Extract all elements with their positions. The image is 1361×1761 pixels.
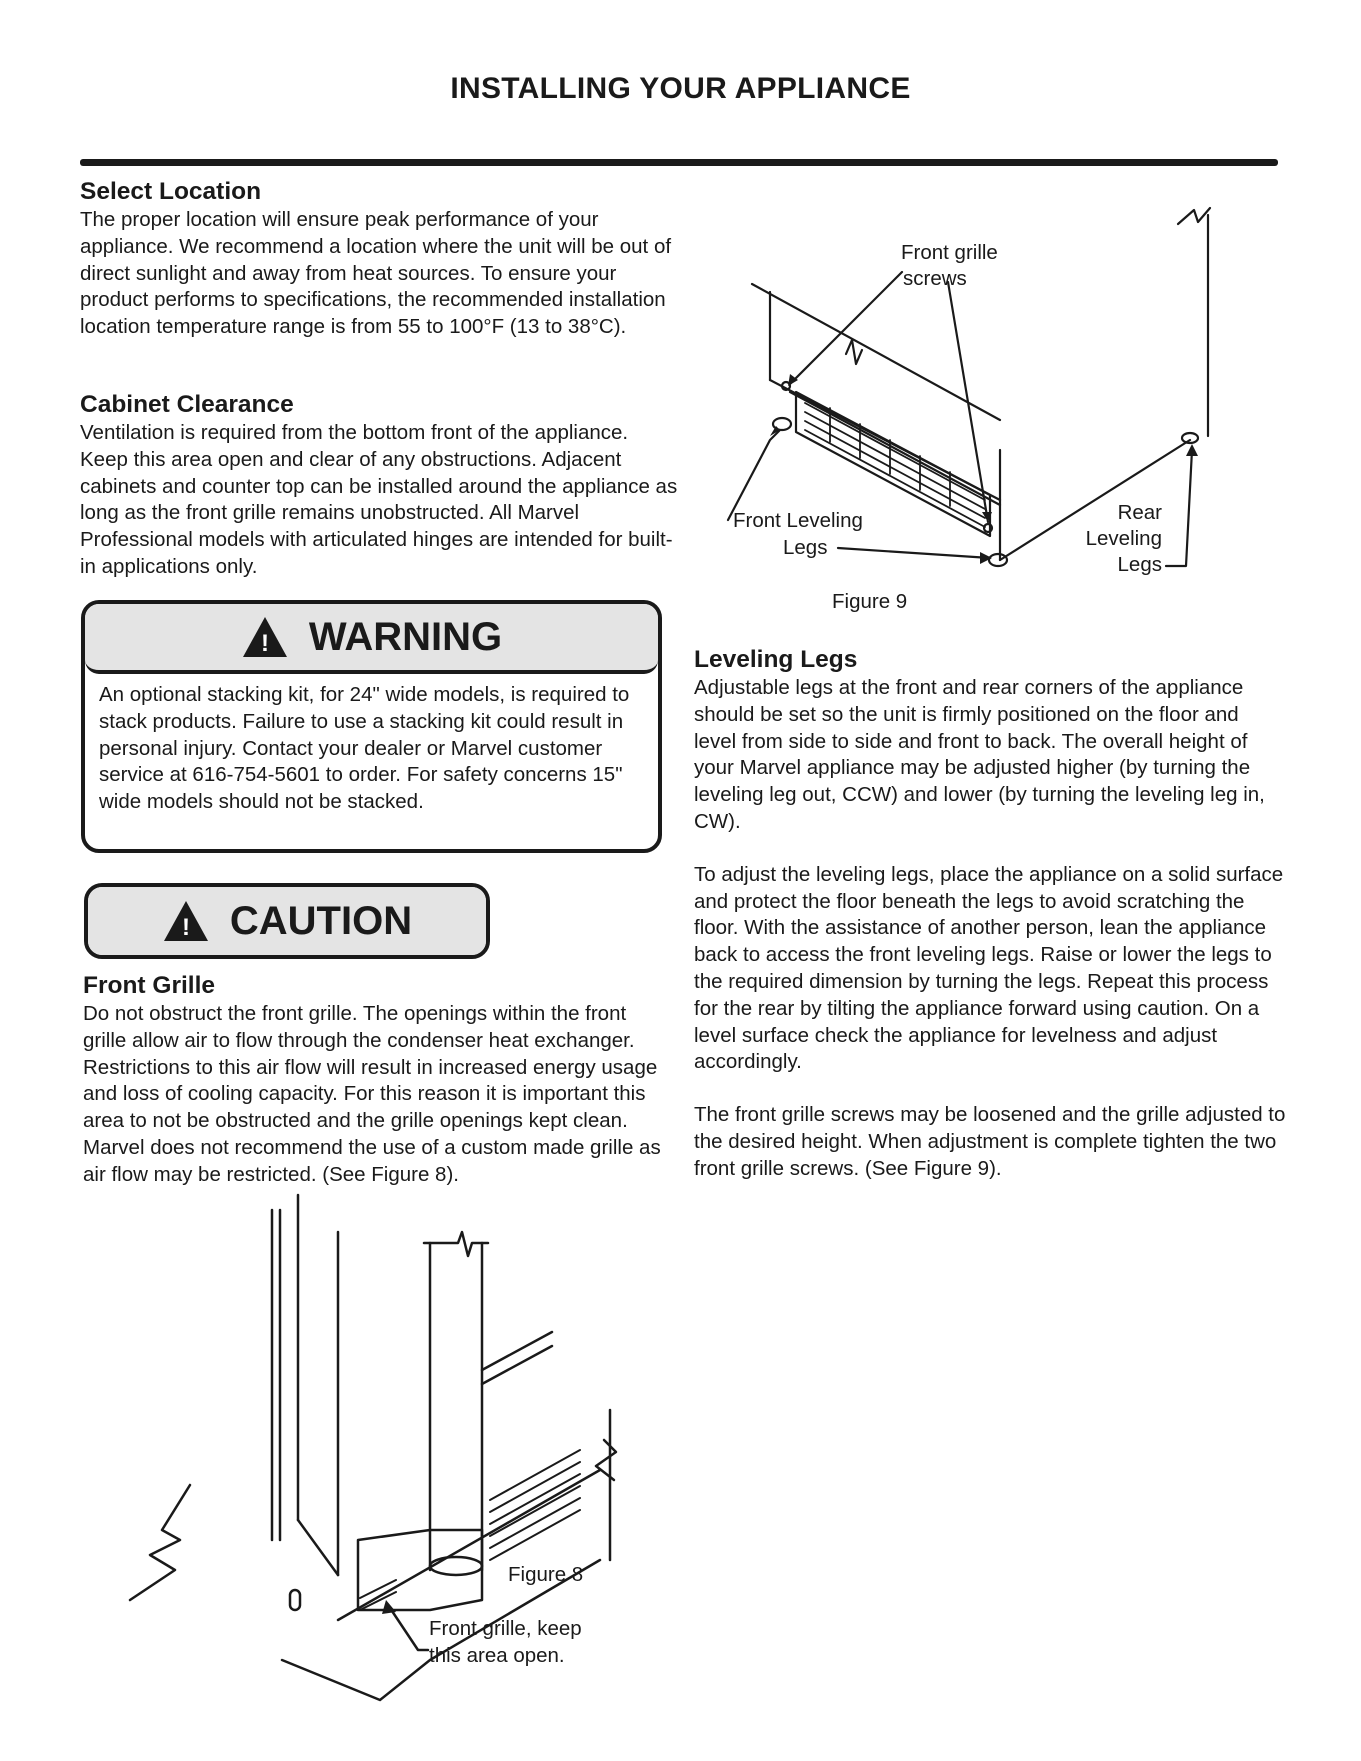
warning-text: An optional stacking kit, for 24" wide models, is required to stack products. Failure to use a stacking kit could result in personal injury. Contact your dealer or Marvel customer service at 616-754-5601 to order. For safety concerns 15" wide models should not be stacked. <box>99 683 630 814</box>
section-text: The proper location will ensure peak performance of your appliance. We recommend a location where the unit will be out of direct sunlight and away from heat sources. To ensure your product performs to specifications, the recommended installation location temperature range is from 55 to 100°F (13 to 38°C). <box>80 208 672 339</box>
page-title: INSTALLING YOUR APPLIANCE <box>450 72 911 105</box>
figure9-front-legs-line1: Front Leveling <box>733 509 863 532</box>
figure8-callout-line2: this area open. <box>429 1644 565 1667</box>
figure9-screws-line1: Front grille <box>901 241 998 264</box>
caution-label: CAUTION <box>229 898 413 943</box>
figure9-rear-legs-line2: Leveling <box>1085 527 1162 550</box>
figure9-screws-line2: screws <box>903 267 967 290</box>
figure8-callout-line1: Front grille, keep <box>429 1617 582 1640</box>
section-heading: Select Location <box>80 178 262 205</box>
section-text: Do not obstruct the front grille. The openings within the front grille allow air to flow through the condenser heat exchanger. Restrictions to this air flow will result in increased energy usage and loss of cooling capacity. For this reason it is important this area to not be obstructed and the grille openings kept clean. Marvel does not recommend the use of a custom made grille as air flow may be restricted. (See Figure 8). <box>83 1002 661 1186</box>
figure9-front-legs-line2: Legs <box>783 536 828 559</box>
section-text: Ventilation is required from the bottom front of the appliance. Keep this area open and clear of any obstructions. Adjacent cabinets and counter top can be installed around the appliance as long as the front grille remains unobstructed. All Marvel Professional models with articulated hinges are intended for built-in applications only. <box>80 421 678 578</box>
figure8-caption: Figure 8 <box>508 1563 584 1586</box>
section-heading: Cabinet Clearance <box>80 391 294 418</box>
section-heading: Leveling Legs <box>694 646 858 673</box>
svg-text:!: ! <box>181 914 190 941</box>
leveling-p3: The front grille screws may be loosened and the grille adjusted to the desired height. When adjustment is complete tighten the two front grille screws. (See Figure 9). <box>694 1103 1286 1180</box>
section-leveling-legs <box>694 645 1286 1183</box>
leveling-p2: To adjust the leveling legs, place the appliance on a solid surface and protect the floor beneath the legs to avoid scratching the floor. With the assistance of another person, lean the appliance back to access the front leveling legs. Raise or lower the legs to the required dimension by turning the legs. Repeat this process for the rear by tilting the appliance forward using caution. On a level surface check the appliance for levelness and adjust accordingly. <box>694 862 1284 1074</box>
leveling-p1: Adjustable legs at the front and rear corners of the appliance should be set so the unit is firmly positioned on the floor and level from side to side and front to back. The overall height of your Marvel appliance may be adjusted higher (by turning the leveling leg out, CCW) and lower (by turning the leveling leg in, CW). <box>694 676 1265 833</box>
figure9-caption: Figure 9 <box>832 590 908 613</box>
figure9-rear-legs-line1: Rear <box>1117 501 1162 524</box>
svg-text:!: ! <box>260 630 269 657</box>
figure9-rear-legs-line3: Legs <box>1117 553 1162 576</box>
section-heading: Front Grille <box>83 972 216 999</box>
warning-label: WARNING <box>308 614 503 659</box>
